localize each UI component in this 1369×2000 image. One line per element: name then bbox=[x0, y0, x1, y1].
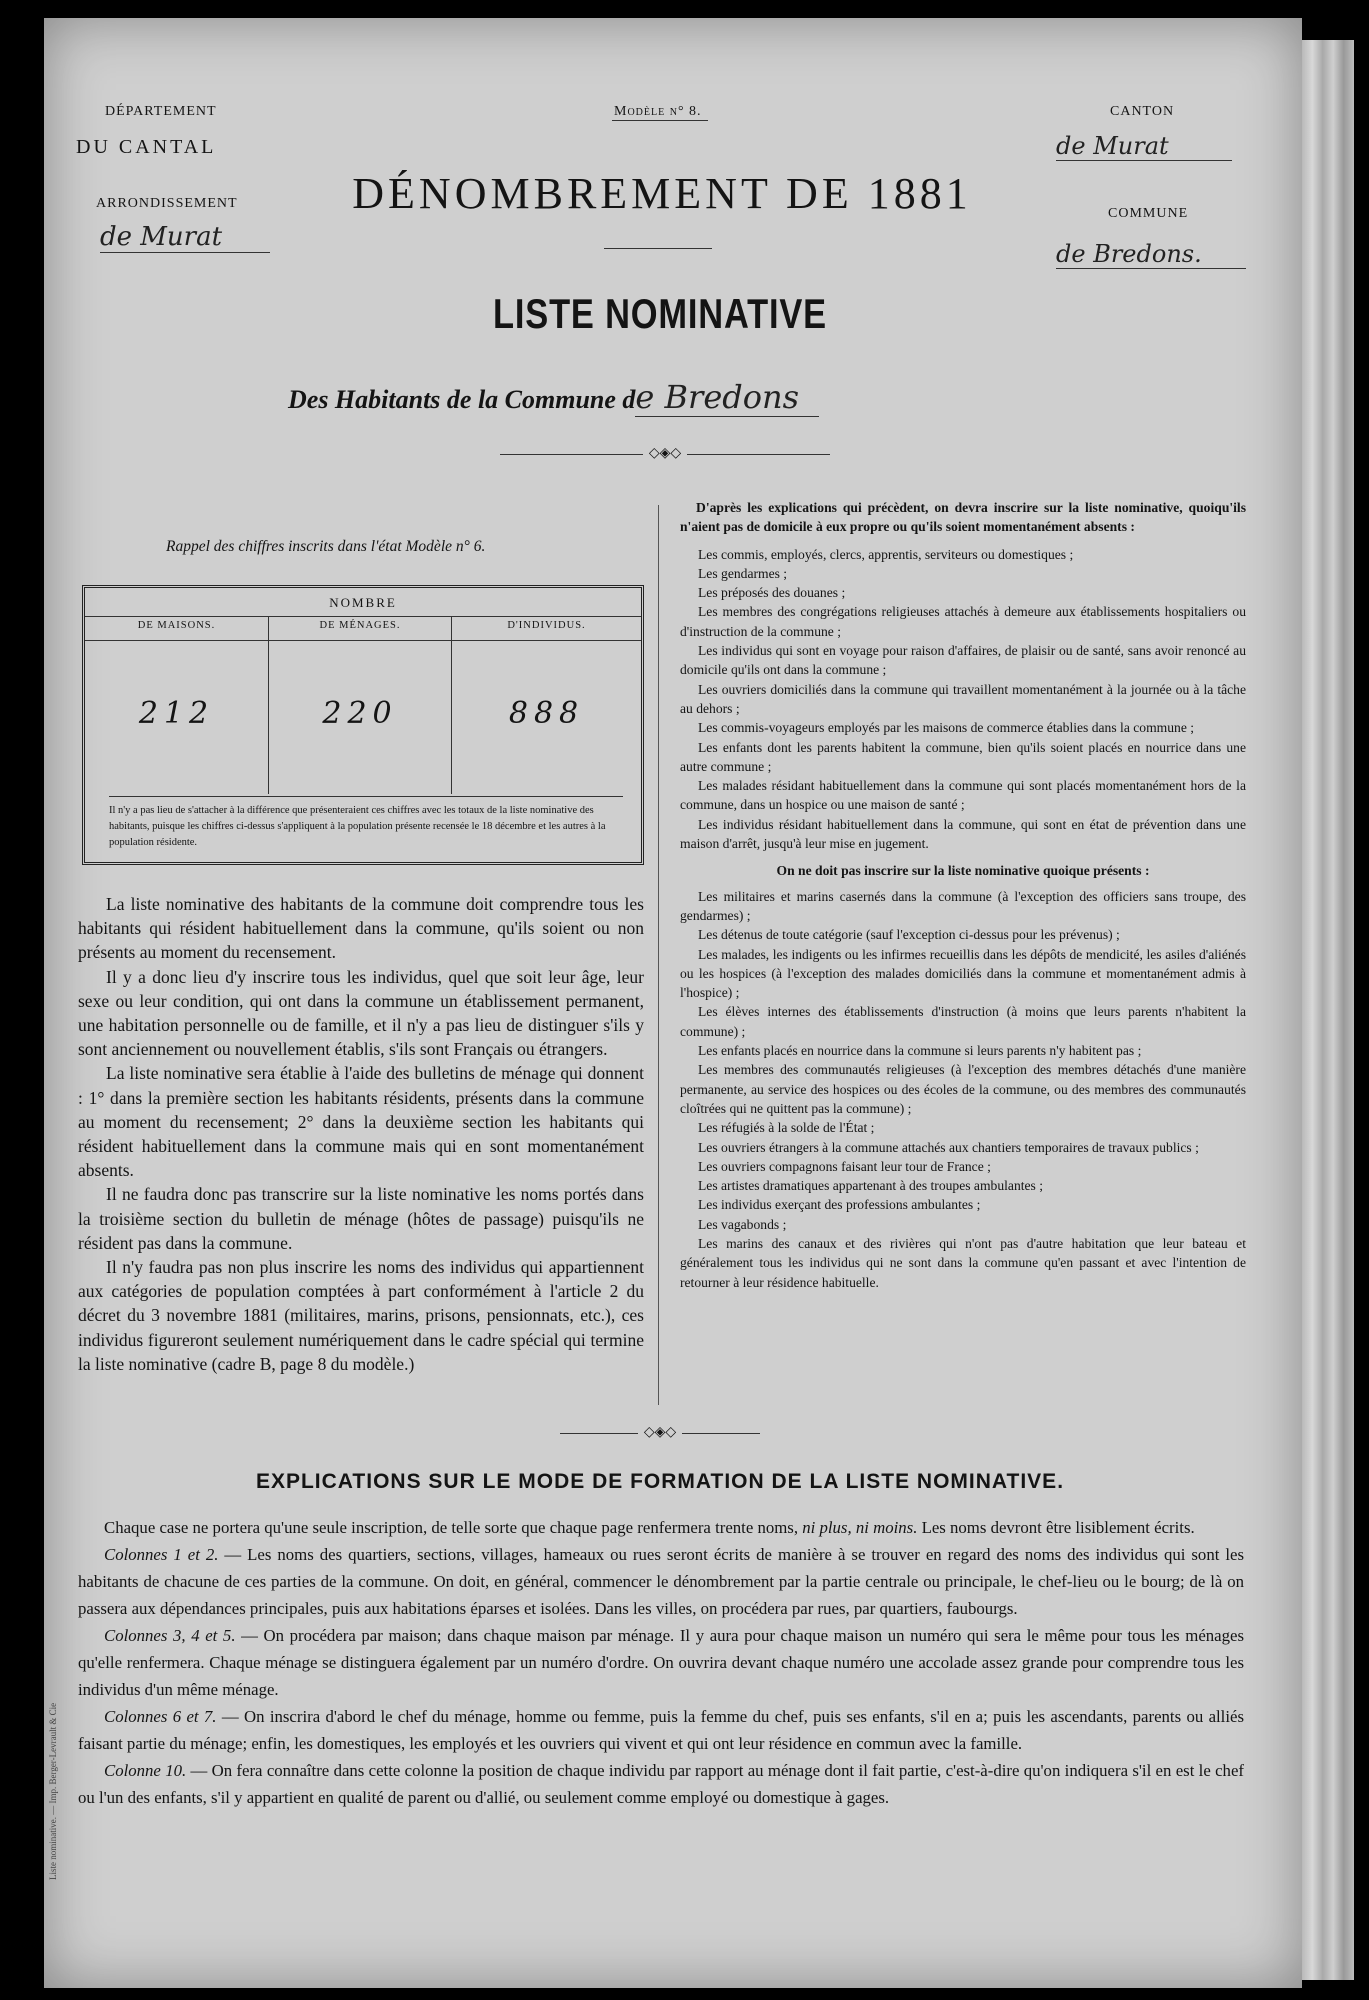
left-paragraph: Il n'y faudra pas non plus inscrire les noms des individus qui appartiennent aux catégories de population comptées à part conformément à l'article 2 du décret du 3 novembre 1881 (militaires, marins, prisons, pensionnats, etc.), ces individus figureront seulement numériquement dans le cadre spécial qui termine la liste nominative (cadre B, page 8 du modèle.) bbox=[78, 1257, 644, 1374]
ne-pas-item: Les individus exerçant des professions ambulantes ; bbox=[698, 1197, 981, 1213]
intro-text-a: Chaque case ne portera qu'une seule inscription, de telle sorte que chaque page renfermera trente noms, bbox=[104, 1518, 803, 1537]
item-label: Colonnes 3, 4 et 5. bbox=[104, 1626, 236, 1645]
inscrire-item: Les préposés des douanes ; bbox=[698, 585, 846, 601]
rappel-caption: Rappel des chiffres inscrits dans l'état Modèle n° 6. bbox=[166, 538, 486, 555]
individus-label: D'INDIVIDUS. bbox=[507, 620, 586, 631]
nombre-header: NOMBRE bbox=[85, 588, 641, 617]
right-intro: D'après les explications qui précèdent, on devra inscrire sur la liste nominative, quoiqu'ils n'aient pas de domicile à eux propre ou qu'ils soient momentanément absents : bbox=[680, 500, 1246, 535]
inscrire-item: Les membres des congrégations religieuses attachés à demeure aux établissements hospitaliers ou d'instruction de la commune ; bbox=[680, 604, 1246, 639]
rappel-note: Il n'y a pas lieu de s'attacher à la différence que présenteraient ces chiffres avec les totaux de la liste nominative des habitants, puisque les chiffres ci-dessus s'appliquent à la population présente recensée le 18 décembre et les autres à la population résidente. bbox=[109, 796, 623, 851]
liste-title: LISTE NOMINATIVE bbox=[493, 290, 827, 337]
page-stack-edge bbox=[1302, 40, 1354, 1980]
ne-pas-heading: On ne doit pas inscrire sur la liste nominative quoique présents : bbox=[776, 863, 1150, 879]
explications-body bbox=[78, 1514, 1244, 1811]
explication-intro bbox=[78, 1514, 1244, 1541]
ne-pas-item: Les ouvriers compagnons faisant leur tour de France ; bbox=[698, 1158, 991, 1174]
ornament-divider: ◇◈◇ bbox=[500, 445, 830, 462]
ne-pas-item: Les réfugiés à la solde de l'État ; bbox=[698, 1120, 875, 1136]
subtitle-prefix: Des Habitants de la Commune d bbox=[288, 385, 636, 414]
subtitle-commune: e Bredons bbox=[635, 378, 819, 417]
inscrire-item: Les enfants dont les parents habitent la commune, bien qu'ils soient placés en nourrice dans une autre commune ; bbox=[680, 739, 1246, 774]
modele-number: Modèle n° 8. bbox=[614, 104, 702, 119]
ne-pas-item: Les membres des communautés religieuses (à l'exception des membres détachés d'une manière permanente, au service des hospices ou des écoles de la commune, ou des membres des communautés cloîtrées qui ne quittent pas la commune) ; bbox=[680, 1062, 1246, 1116]
departement-label: DÉPARTEMENT bbox=[105, 104, 217, 119]
explication-item bbox=[78, 1757, 1244, 1811]
inscrire-item: Les individus qui sont en voyage pour raison d'affaires, de plaisir ou de santé, sans avoir renoncé au domicile qu'ils ont dans la commune ; bbox=[680, 643, 1246, 678]
item-text: — On procédera par maison; dans chaque maison par ménage. Il y aura pour chaque maison un numéro qui sera le même pour tous les ménages qu'elle renfermera. Chaque ménage se distinguera également par un numéro d'ordre. On ouvrira devant chaque numéro une accolade assez grande pour comprendre tous les individus d'un même ménage. bbox=[78, 1626, 1244, 1699]
individus-column bbox=[452, 616, 641, 794]
ne-pas-item: Les malades, les indigents ou les infirmes recueillis dans les dépôts de mendicité, les asiles d'aliénés ou les hospices (à l'exception des malades domiciliés dans la commune et momentanément admis à l'hospice) ; bbox=[680, 946, 1246, 1001]
arrondissement-label: ARRONDISSEMENT bbox=[96, 196, 238, 211]
ne-pas-item: Les détenus de toute catégorie (sauf l'exception ci-dessus pour les prévenus) ; bbox=[698, 927, 1120, 943]
canton-value: de Murat bbox=[1056, 132, 1232, 161]
maisons-value: 212 bbox=[138, 696, 215, 731]
explication-item bbox=[78, 1622, 1244, 1703]
maisons-column bbox=[85, 616, 269, 794]
canton-label: CANTON bbox=[1110, 104, 1175, 119]
inscrire-item: Les individus résidant habituellement dans la commune, qui sont en état de prévention dans une maison d'arrêt, jusqu'à leur mise en jugement. bbox=[680, 816, 1246, 852]
item-label: Colonnes 1 et 2. bbox=[104, 1545, 219, 1564]
item-text: — On fera connaître dans cette colonne la position de chaque individu par rapport au ménage dont il fait partie, c'est-à-dire qu'on indiquera s'il en est le chef ou l'un des enfants, s'il y appartient en qualité de parent ou d'allié, ou seulement comme employé ou domestique à gages. bbox=[78, 1761, 1244, 1807]
item-label: Colonne 10. bbox=[104, 1761, 187, 1780]
ne-pas-item: Les marins des canaux et des rivières qui n'ont pas d'autre habitation que leur bateau et généralement tous les individus qui ne sont dans la commune qu'en passant et avec l'intention de retourner à leur résidence habituelle. bbox=[680, 1235, 1246, 1290]
right-instructions bbox=[680, 498, 1246, 1292]
liste-subtitle bbox=[288, 378, 1068, 416]
ne-pas-item: Les élèves internes des établissements d'instruction (à moins que leurs parents n'habitent la commune) ; bbox=[680, 1004, 1246, 1039]
ne-pas-item: Les artistes dramatiques appartenant à des troupes ambulantes ; bbox=[698, 1178, 1044, 1194]
inscrire-item: Les ouvriers domiciliés dans la commune qui travaillent momentanément à la journée ou à la tâche au dehors ; bbox=[680, 681, 1246, 716]
menages-value: 220 bbox=[322, 696, 398, 731]
left-paragraph: Il ne faudra donc pas transcrire sur la liste nominative les noms portés dans la troisième section du bulletin de ménage (hôtes de passage) puisqu'ils ne résident pas dans la commune. bbox=[78, 1184, 644, 1253]
commune-label: COMMUNE bbox=[1108, 206, 1189, 221]
menages-label: DE MÉNAGES. bbox=[319, 620, 401, 631]
item-text: — Les noms des quartiers, sections, villages, hameaux ou rues seront écrits de manière à se trouver en regard des noms des individus qui sont les habitants de chacune de ces parties de la commune. On doit, en général, commencer le dénombrement par la partie centrale ou principale, le chef-lieu ou le bourg; de là on passera aux dépendances principales, puis aux habitations éparses et isolées. Dans les villes, on procédera par rues, par quartiers, faubourgs. bbox=[78, 1545, 1244, 1618]
inscrire-item: Les commis-voyageurs employés par les maisons de commerce établies dans la commune ; bbox=[698, 720, 1195, 736]
ne-pas-item: Les enfants placés en nourrice dans la commune si leurs parents n'y habitent pas ; bbox=[698, 1043, 1142, 1059]
left-paragraph: Il y a donc lieu d'y inscrire tous les individus, quel que soit leur âge, leur sexe ou leur condition, qui ont dans la commune un établissement permanent, une habitation personnelle ou de famille, et il n'y a pas lieu de distinguer s'ils y sont anciennement ou nouvellement établis, s'ils sont Français ou étrangers. bbox=[78, 966, 644, 1060]
intro-text-b: ni plus, ni moins. bbox=[802, 1518, 918, 1537]
commune-value: de Bredons. bbox=[1056, 240, 1246, 269]
item-text: — On inscrira d'abord le chef du ménage, homme ou femme, puis la femme du chef, puis ses enfants, s'il en a; puis les ascendants, parents ou alliés faisant partie du ménage; enfin, les domestiques, les employés et les ouvriers qui vivent et qui ont leur résidence en commun avec la famille. bbox=[78, 1707, 1244, 1753]
explication-item bbox=[78, 1541, 1244, 1622]
inscrire-item: Les malades résidant habituellement dans la commune qui sont placés momentanément hors de la commune, dans un hospice ou une maison de santé ; bbox=[680, 778, 1246, 813]
individus-value: 888 bbox=[508, 696, 585, 731]
left-paragraph: La liste nominative des habitants de la commune doit comprendre tous les habitants qui résident habituellement dans la commune, qu'ils soient ou non présents au moment du recensement. bbox=[78, 894, 644, 963]
explications-title: EXPLICATIONS SUR LE MODE DE FORMATION DE LA LISTE NOMINATIVE. bbox=[255, 1470, 1065, 1493]
item-label: Colonnes 6 et 7. bbox=[104, 1707, 217, 1726]
ne-pas-item: Les militaires et marins casernés dans la commune (à l'exception des officiers sans troupe, des gendarmes) ; bbox=[680, 888, 1246, 923]
ne-pas-item: Les vagabonds ; bbox=[698, 1216, 787, 1232]
ornament-divider-2: ◇◈◇ bbox=[560, 1424, 760, 1441]
rappel-table bbox=[82, 585, 644, 865]
main-title: DÉNOMBREMENT DE 1881 bbox=[352, 169, 972, 218]
left-paragraph: La liste nominative sera établie à l'aide des bulletins de ménage qui donnent : 1° dans la première section les habitants résidents, présents dans la commune au moment du recensement; 2° dans la deuxième section les habitants qui résident habituellement dans la commune mais qui en sont momentanément absents. bbox=[78, 1063, 644, 1181]
ne-pas-item: Les ouvriers étrangers à la commune attachés aux chantiers temporaires de travaux publics ; bbox=[698, 1139, 1199, 1155]
departement-value: DU CANTAL bbox=[76, 136, 217, 158]
maisons-label: DE MAISONS. bbox=[137, 620, 216, 631]
inscrire-item: Les gendarmes ; bbox=[698, 565, 788, 581]
intro-text-c: Les noms devront être lisiblement écrits. bbox=[917, 1518, 1195, 1537]
arrondissement-value: de Murat bbox=[100, 222, 270, 253]
inscrire-item: Les commis, employés, clercs, apprentis, serviteurs ou domestiques ; bbox=[698, 546, 1074, 562]
menages-column bbox=[269, 616, 452, 794]
printer-margin-text: Liste nominative. — Imp. Berger-Levrault & Cie bbox=[48, 1702, 58, 1880]
explication-item bbox=[78, 1703, 1244, 1757]
left-instructions bbox=[78, 892, 644, 1376]
